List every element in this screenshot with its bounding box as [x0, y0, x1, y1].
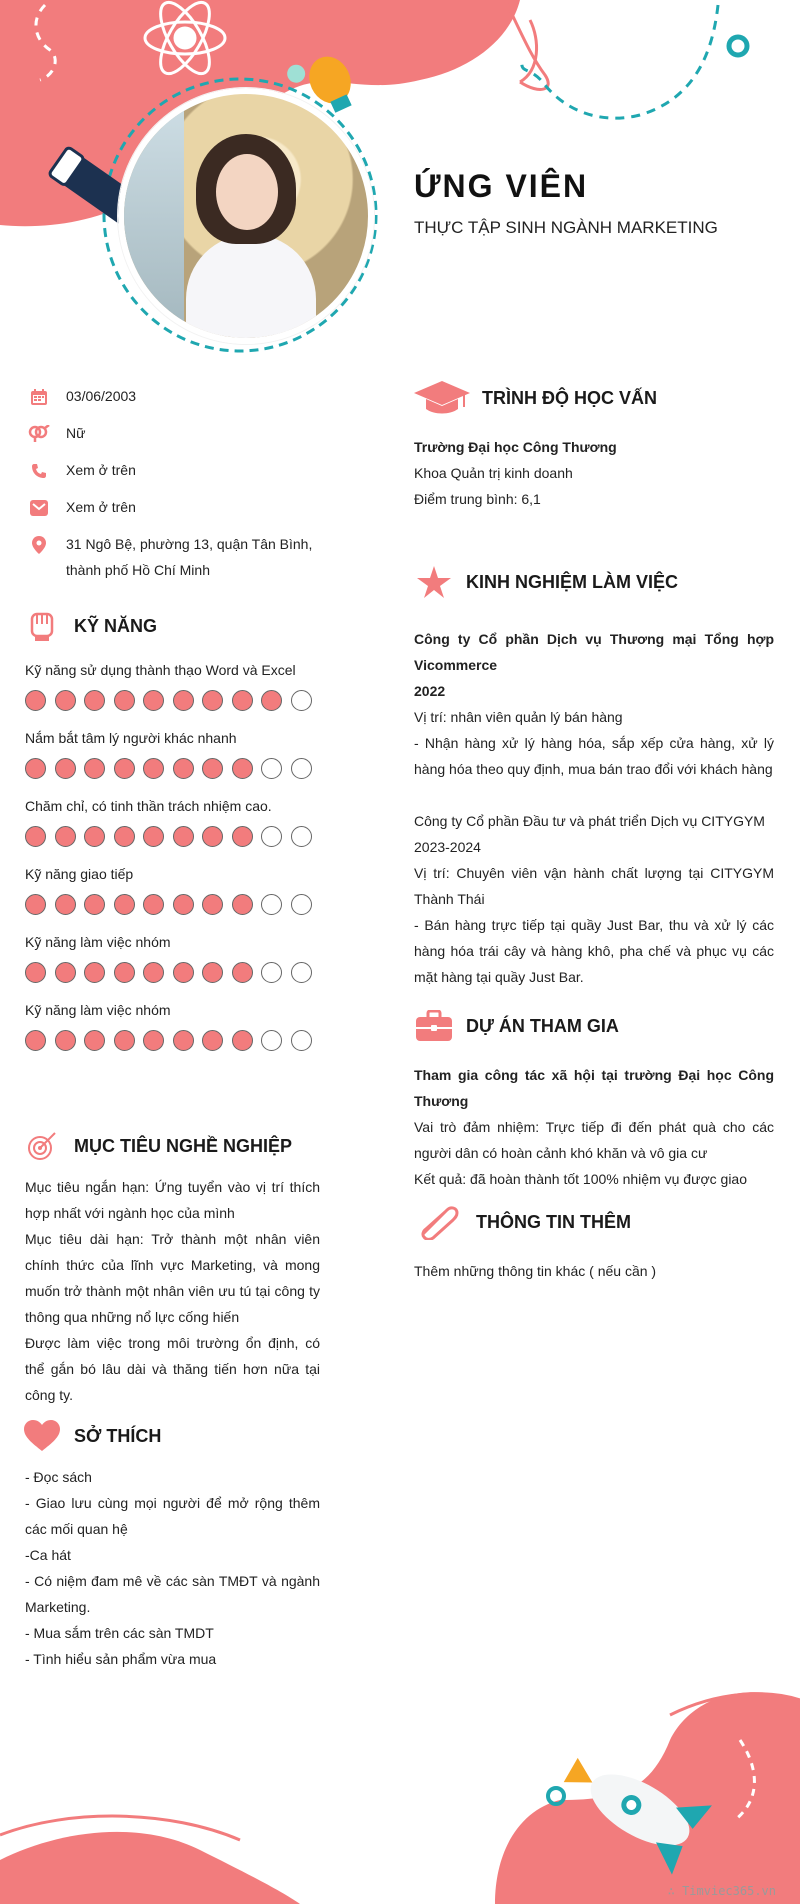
rating-dot-filled [261, 690, 282, 711]
heart-icon [22, 1418, 62, 1454]
rating-dot-filled [232, 690, 253, 711]
more-info-text: Thêm những thông tin khác ( nếu cần ) [414, 1263, 657, 1279]
section-title: KỸ NĂNG [74, 615, 158, 636]
skill-item [25, 934, 325, 983]
school-name: Trường Đại học Công Thương [414, 439, 617, 455]
rating-dot-filled [55, 758, 76, 779]
career-goal-heading [22, 1128, 292, 1164]
job-role: Vị trí: nhân viên quản lý bán hàng [414, 709, 623, 725]
rating-dot-filled [55, 826, 76, 847]
skill-rating [25, 690, 325, 711]
rating-dot-filled [55, 962, 76, 983]
rating-dot-filled [25, 758, 46, 779]
rating-dot-filled [114, 894, 135, 915]
section-title: THÔNG TIN THÊM [476, 1211, 631, 1232]
rating-dot-filled [55, 690, 76, 711]
rating-dot-filled [202, 690, 223, 711]
target-icon [22, 1128, 62, 1164]
education-section [414, 380, 774, 512]
skill-item [25, 730, 325, 779]
job-period: 2022 [414, 683, 446, 699]
candidate-name: ỨNG VIÊN [414, 168, 589, 204]
rating-dot-filled [232, 826, 253, 847]
job-company: Công ty Cổ phần Dịch vụ Thương mại Tổng hợp Vicommerce [414, 631, 774, 673]
rating-dot-filled [55, 1030, 76, 1051]
career-goal-text [25, 1174, 320, 1408]
job-entry [414, 626, 774, 782]
job-description: - Bán hàng trực tiếp tại quầy Just Bar, thu và xử lý các hàng hóa trái cây và hàng khô, pha chế và phục vụ các mặt hàng tại quầy Just Bar. [414, 917, 774, 985]
rating-dot-filled [202, 894, 223, 915]
experience-section [414, 564, 774, 990]
contact-text: 31 Ngô Bệ, phường 13, quận Tân Bình, thành phố Hồ Chí Minh [66, 536, 313, 578]
rating-dot-empty [291, 962, 312, 983]
rating-dot-empty [291, 1030, 312, 1051]
rating-dot-filled [143, 826, 164, 847]
hobby-item: - Có niệm đam mê về các sàn TMĐT và ngành Marketing. [25, 1573, 320, 1615]
rating-dot-filled [232, 894, 253, 915]
rating-dot-empty [261, 1030, 282, 1051]
rating-dot-filled [84, 1030, 105, 1051]
rating-dot-filled [202, 758, 223, 779]
experience-heading [414, 564, 774, 600]
star-icon [414, 564, 454, 600]
skill-rating [25, 826, 325, 847]
skill-label: Kỹ năng làm việc nhóm [25, 1002, 171, 1018]
watermark: ∴ Timviec365.vn [667, 1884, 776, 1898]
gpa: Điểm trung bình: 6,1 [414, 491, 541, 507]
section-title: MỤC TIÊU NGHỀ NGHIỆP [74, 1135, 293, 1156]
skill-label: Nắm bắt tâm lý người khác nhanh [25, 730, 237, 746]
hobbies-heading [22, 1418, 161, 1454]
rating-dot-filled [202, 1030, 223, 1051]
rating-dot-filled [173, 1030, 194, 1051]
avatar [118, 88, 374, 344]
more-info-heading [414, 1204, 774, 1240]
education-body [414, 434, 774, 512]
rating-dot-filled [232, 962, 253, 983]
project-result: Kết quả: đã hoàn thành tốt 100% nhiệm vụ được giao [414, 1171, 748, 1187]
rating-dot-empty [261, 962, 282, 983]
job-company: Công ty Cổ phần Đầu tư và phát triển Dịch vụ CITYGYM [414, 813, 765, 829]
hobby-item: - Tình hiểu sản phẩm vừa mua [25, 1651, 217, 1667]
job-entry [414, 808, 774, 990]
rating-dot-filled [84, 690, 105, 711]
rating-dot-filled [25, 894, 46, 915]
rating-dot-filled [114, 1030, 135, 1051]
skill-rating [25, 894, 325, 915]
contact-text: Xem ở trên [66, 499, 136, 515]
project-name: Tham gia công tác xã hội tại trường Đại học Công Thương [414, 1067, 774, 1109]
contact-text: 03/06/2003 [66, 388, 137, 404]
calendar-icon [28, 386, 50, 408]
section-title: SỞ THÍCH [74, 1425, 162, 1446]
rating-dot-filled [232, 758, 253, 779]
rating-dot-filled [25, 1030, 46, 1051]
hobby-item: - Giao lưu cùng mọi người để mở rộng thêm các mối quan hệ [25, 1495, 320, 1537]
goal-paragraph: Được làm việc trong môi trường ổn định, có thể gắn bó lâu dài và thăng tiến hơn nữa tại công ty. [25, 1335, 320, 1403]
rating-dot-filled [173, 894, 194, 915]
contact-text: Nữ [66, 425, 86, 441]
job-description: - Nhận hàng xử lý hàng hóa, sắp xếp cửa hàng, xử lý hàng hóa theo quy định, mua bán trao đổi với khách hàng [414, 735, 774, 777]
hobby-item: -Ca hát [25, 1547, 71, 1563]
rating-dot-filled [143, 758, 164, 779]
rating-dot-filled [84, 826, 105, 847]
rating-dot-filled [143, 690, 164, 711]
skill-label: Kỹ năng sử dụng thành thạo Word và Excel [25, 662, 296, 678]
hobbies-list [25, 1464, 320, 1672]
rating-dot-filled [202, 962, 223, 983]
skill-label: Kỹ năng làm việc nhóm [25, 934, 171, 950]
education-heading [414, 380, 774, 416]
contact-text: Xem ở trên [66, 462, 136, 478]
rating-dot-filled [173, 826, 194, 847]
rating-dot-filled [25, 962, 46, 983]
contact-gender [28, 423, 328, 446]
rating-dot-filled [114, 826, 135, 847]
rating-dot-filled [143, 1030, 164, 1051]
rating-dot-filled [114, 962, 135, 983]
rating-dot-filled [173, 962, 194, 983]
project-role: Vai trò đảm nhiệm: Trực tiếp đi đến phát quà cho các người dân có hoàn cảnh khó khăn và vô gia cư [414, 1119, 774, 1161]
skill-item [25, 1002, 325, 1051]
contact-address [28, 534, 328, 583]
job-role: Vị trí: Chuyên viên vận hành chất lượng tại CITYGYM Thành Thái [414, 865, 774, 907]
rating-dot-empty [261, 758, 282, 779]
rating-dot-filled [202, 826, 223, 847]
rating-dot-filled [55, 894, 76, 915]
project-body [414, 1062, 774, 1192]
section-title: TRÌNH ĐỘ HỌC VẤN [482, 387, 657, 408]
projects-section [414, 1008, 774, 1192]
section-title: KINH NGHIỆM LÀM VIỆC [466, 571, 679, 592]
rating-dot-filled [25, 826, 46, 847]
rating-dot-filled [84, 894, 105, 915]
contact-phone [28, 460, 328, 483]
contact-info [28, 386, 328, 597]
contact-email [28, 497, 328, 520]
job-period: 2023-2024 [414, 839, 481, 855]
skill-item [25, 798, 325, 847]
rating-dot-empty [291, 826, 312, 847]
skill-rating [25, 758, 325, 779]
rating-dot-filled [232, 1030, 253, 1051]
email-icon [28, 497, 50, 519]
briefcase-icon [414, 1008, 454, 1044]
rating-dot-empty [291, 758, 312, 779]
goal-paragraph: Mục tiêu dài hạn: Trở thành một nhân viên chính thức của lĩnh vực Marketing, và mong muốn trở thành một nhân viên ưu tú tại công ty thông qua những nổ lực cống hiến [25, 1231, 320, 1325]
fist-icon [22, 608, 62, 644]
skill-rating [25, 962, 325, 983]
section-title: DỰ ÁN THAM GIA [466, 1015, 619, 1036]
rating-dot-filled [143, 894, 164, 915]
more-info-body [414, 1258, 774, 1284]
skill-rating [25, 1030, 325, 1051]
skill-item [25, 662, 325, 711]
rating-dot-filled [84, 962, 105, 983]
projects-heading [414, 1008, 774, 1044]
more-info-section [414, 1204, 774, 1284]
rating-dot-filled [84, 758, 105, 779]
hobby-item: - Đọc sách [25, 1469, 92, 1485]
graduation-cap-icon [414, 380, 470, 416]
phone-icon [28, 460, 50, 482]
rating-dot-filled [173, 758, 194, 779]
rating-dot-filled [173, 690, 194, 711]
candidate-position: THỰC TẬP SINH NGÀNH MARKETING [414, 218, 718, 237]
rating-dot-empty [261, 826, 282, 847]
rating-dot-empty [291, 894, 312, 915]
faculty: Khoa Quản trị kinh doanh [414, 465, 573, 481]
rating-dot-filled [25, 690, 46, 711]
skills-heading [22, 608, 157, 644]
rating-dot-filled [114, 690, 135, 711]
paperclip-icon [414, 1204, 464, 1240]
hobby-item: - Mua sắm trên các sàn TMDT [25, 1625, 214, 1641]
rating-dot-filled [114, 758, 135, 779]
gender-icon [28, 423, 50, 445]
rating-dot-empty [261, 894, 282, 915]
contact-birthday [28, 386, 328, 409]
location-pin-icon [28, 534, 50, 556]
skill-label: Chăm chỉ, có tinh thần trách nhiệm cao. [25, 798, 272, 814]
rating-dot-empty [291, 690, 312, 711]
skills-list [25, 662, 325, 1070]
skill-label: Kỹ năng giao tiếp [25, 866, 134, 882]
rating-dot-filled [143, 962, 164, 983]
skill-item [25, 866, 325, 915]
goal-paragraph: Mục tiêu ngắn hạn: Ứng tuyển vào vị trí thích hợp nhất với ngành học của mình [25, 1179, 320, 1221]
